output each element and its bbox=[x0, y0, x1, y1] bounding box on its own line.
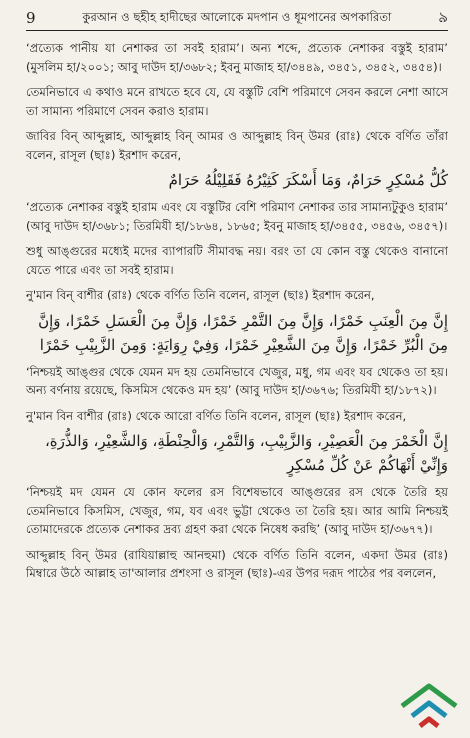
arabic-hadith-1: كُلُّ مُسْكِرٍ حَرَامٌ، وَمَا أَسْكَرَ كَثِيْرُهُ فَقَلِيْلُهُ حَرَامٌ bbox=[168, 171, 448, 189]
paragraph-1: ‘প্রত্যেক পানীয় যা নেশাকর তা সবই হারাম’। অন্য শব্দে, প্রত্যেক নেশাকর বস্তুই হারাম’ (মুসলিম হা/২০০১; আবু দাউদ হা/৩৬৮২; ইবনু মাজাহ হা/৩৪৪৯, ৩৪৫১, ৩৪৫২, ৩৪৫৪)। bbox=[26, 41, 448, 74]
paragraph-10: আব্দুল্লাহ বিন্ উমর (রাযিয়াল্লাহু আনহুমা) থেকে বর্ণিত তিনি বলেন, একদা উমর (রাঃ) মিম্বারে উঠে আল্লাহ তা'আলার প্রশংসা ও রাসূল (ছাঃ)-এর উপর দরূদ পাঠের পর বললেন, bbox=[26, 547, 448, 580]
arabic-hadith-3: إِنَّ الْخَمْرَ مِنَ الْعَصِيْرِ، وَالزَّبِيْبِ، وَالتَّمْرِ، وَالْحِنْطَةِ، وَالشَّعِيْرِ، وَالذُّرَةِ، وَإِنِّيْ أَنْهَاكُمْ عَنْ كُلِّ مُسْكِرٍ bbox=[44, 432, 448, 474]
paragraph-4: ‘প্রত্যেক নেশাকর বস্তুই হারাম এবং যে বস্তুটির বেশি পরিমাণ নেশাকর তার সামান্যটুকুও হারাম’ (আবু দাউদ হা/৩৬৮১; তিরমিযী হা/১৮৬৪, ১৮৬৫; ইবনু মাজাহ হা/৩৪৫৫, ৩৪৫৬, ৩৪৫৭)। bbox=[26, 200, 448, 233]
paragraph-2: তেমনিভাবে এ কথাও মনে রাখতে হবে যে, যে বস্তুটি বেশি পরিমাণে সেবন করলে নেশা আসে তা সামান্য পরিমাণে সেবন করাও হারাম। bbox=[26, 85, 448, 118]
paragraph-3: জাবির বিন্ আব্দুল্লাহ, আব্দুল্লাহ বিন্ আমর ও আব্দুল্লাহ বিন্ উমর (রাঃ) থেকে বর্ণিত তাঁরা বলেন, রাসূল (ছাঃ) ইরশাদ করেন, bbox=[26, 129, 448, 162]
body-text bbox=[26, 39, 448, 583]
header-rule bbox=[26, 30, 448, 31]
paragraph-9: ‘নিশ্চয়ই মদ যেমন যে কোন ফলের রস বিশেষভাবে আঙ্গুরের রস থেকে তৈরি হয় তেমনিভাবে কিসমিস, খেজুর, গম, যব এবং ভুট্টা থেকেও তা তৈরি হয়। আর আমি নিশ্চয়ই তোমাদেরকে প্রত্যেক নেশাকর দ্রব্য গ্রহণ করা থেকে নিষেধ করছি’ (আবু দাউদ হা/৩৬৭৭)। bbox=[26, 485, 448, 536]
paragraph-7: ‘নিশ্চয়ই আঙ্গুর থেকে যেমন মদ হয় তেমনিভাবে খেজুর, মধু, গম এবং যব থেকেও তা হয়। অন্য বর্ণনায় রয়েছে, কিসমিস থেকেও মদ হয়’ (আবু দাউদ হা/৩৬৭৬; তিরমিযী হা/১৮৭২)। bbox=[26, 364, 448, 397]
running-title: কুরআন ও ছহীহ হাদীছের আলোকে মদপান ও ধূমপানের অপকারিতা bbox=[82, 9, 392, 24]
paragraph-5: শুধু আঙ্গুরের মধ্যেই মদের ব্যাপারটি সীমাবদ্ধ নয়। বরং তা যে কোন বস্তু থেকেও বানানো যেতে পারে এবং তা সবই হারাম। bbox=[26, 244, 448, 277]
page-number-latin: 9 bbox=[26, 9, 36, 27]
paragraph-8: নু'মান বিন বাশীর (রাঃ) থেকে আরো বর্ণিত তিনি বলেন, রাসূল (ছাঃ) ইরশাদ করেন, bbox=[26, 408, 407, 423]
page-number-bengali: ৯ bbox=[438, 7, 448, 26]
publisher-logo-icon bbox=[398, 676, 460, 732]
running-header bbox=[26, 8, 448, 28]
arabic-hadith-2: إِنَّ مِنَ الْعِنَبِ خَمْرًا، وَإِنَّ مِنَ التَّمْرِ خَمْرًا، وَإِنَّ مِنَ الْعَسَلِ خَمْرًا، وَإِنَّ مِنَ الْبُرِّ خَمْرًا، وَإِنَّ مِنَ الشَّعِيْرِ خَمْرًا، وَفِيْ رِوَايَةٍ: وَمِنَ الزَّبِيْبِ خَمْرًا bbox=[38, 311, 448, 354]
paragraph-6: নু'মান বিন্ বাশীর (রাঃ) থেকে বর্ণিত তিনি বলেন, রাসূল (ছাঃ) ইরশাদ করেন, bbox=[26, 288, 375, 302]
